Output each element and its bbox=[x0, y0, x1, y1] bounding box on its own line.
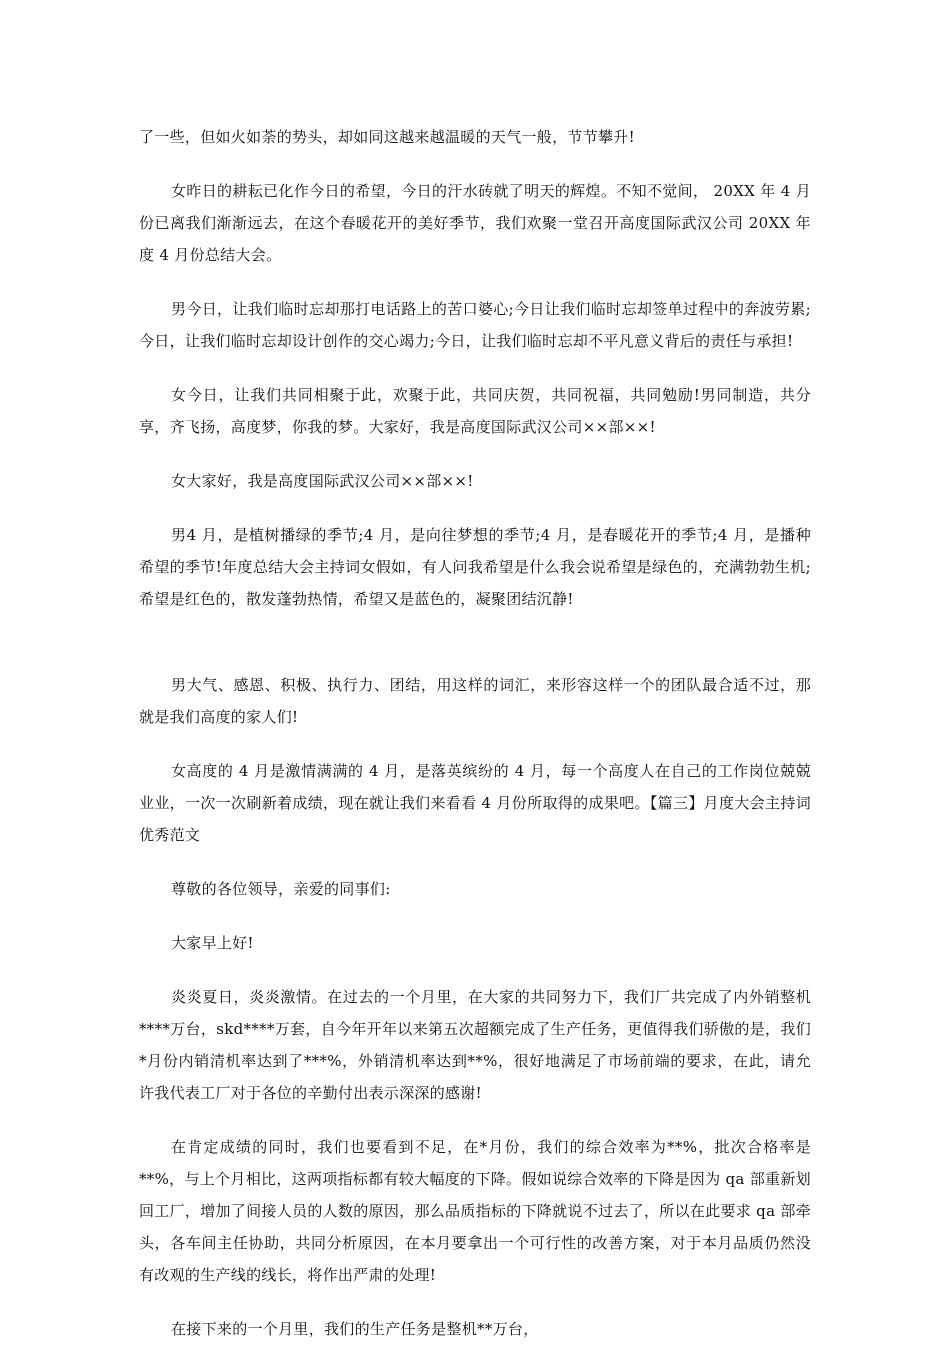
paragraph-1: 了一些，但如火如荼的势头，却如同这越来越温暖的天气一般，节节攀升! bbox=[139, 128, 635, 146]
paragraph-10: 大家早上好! bbox=[171, 934, 254, 952]
paragraph-6: 男4 月，是植树播绿的季节;4 月，是向往梦想的季节;4 月，是春暖花开的季节;4 月，是播种希望的季节!年度总结大会主持词女假如，有人问我希望是什么我会说希望是绿色的，充满勃勃生机;希望是红色的，散发蓬勃热情，希望又是蓝色的，凝聚团结沉静! bbox=[139, 526, 811, 608]
paragraph-13: 在接下来的一个月里，我们的生产任务是整机**万台， bbox=[171, 1320, 539, 1338]
paragraph-11: 炎炎夏日，炎炎激情。在过去的一个月里，在大家的共同努力下，我们厂共完成了内外销整机****万台，skd****万套，自今年开年以来第五次超额完成了生产任务，更值得我们骄傲的是，我们*月份内销清机率达到了***%，外销清机率达到**%，很好地满足了市场前端的要求，在此，请允许我代表工厂对于各位的辛勤付出表示深深的感谢! bbox=[139, 988, 811, 1102]
document-page bbox=[139, 121, 811, 1345]
paragraph-2: 女昨日的耕耘已化作今日的希望，今日的汗水砖就了明天的辉煌。不知不觉间， 20XX 年 4 月份已离我们渐渐远去，在这个春暖花开的美好季节，我们欢聚一堂召开高度国际武汉公司 20XX 年度 4 月份总结大会。 bbox=[139, 182, 811, 264]
paragraph-5: 女大家好，我是高度国际武汉公司××部××! bbox=[171, 472, 474, 490]
paragraph-7: 男大气、感恩、积极、执行力、团结，用这样的词汇，来形容这样一个的团队最合适不过，那就是我们高度的家人们! bbox=[139, 676, 811, 726]
paragraph-9: 尊敬的各位领导，亲爱的同事们: bbox=[171, 880, 391, 898]
paragraph-8: 女高度的 4 月是激情满满的 4 月，是落英缤纷的 4 月，每一个高度人在自己的工作岗位兢兢业业，一次一次刷新着成绩，现在就让我们来看看 4 月份所取得的成果吧。【篇三】月度大会主持词优秀范文 bbox=[139, 762, 811, 844]
paragraph-12: 在肯定成绩的同时，我们也要看到不足，在*月份，我们的综合效率为**%，批次合格率是**%，与上个月相比，这两项指标都有较大幅度的下降。假如说综合效率的下降是因为 qa 部重新划回工厂，增加了间接人员的人数的原因，那么品质指标的下降就说不过去了，所以在此要求 qa 部牵头，各车间主任协助，共同分析原因，在本月要拿出一个可行性的改善方案，对于本月品质仍然没有改观的生产线的线长，将作出严肃的处理! bbox=[139, 1138, 811, 1284]
paragraph-4: 女今日，让我们共同相聚于此，欢聚于此，共同庆贺，共同祝福，共同勉励!男同制造，共分享，齐飞扬，高度梦，你我的梦。大家好，我是高度国际武汉公司××部××! bbox=[139, 386, 811, 436]
paragraph-3: 男今日，让我们临时忘却那打电话路上的苦口婆心;今日让我们临时忘却签单过程中的奔波劳累;今日，让我们临时忘却设计创作的交心竭力;今日，让我们临时忘却不平凡意义背后的责任与承担! bbox=[139, 300, 811, 350]
